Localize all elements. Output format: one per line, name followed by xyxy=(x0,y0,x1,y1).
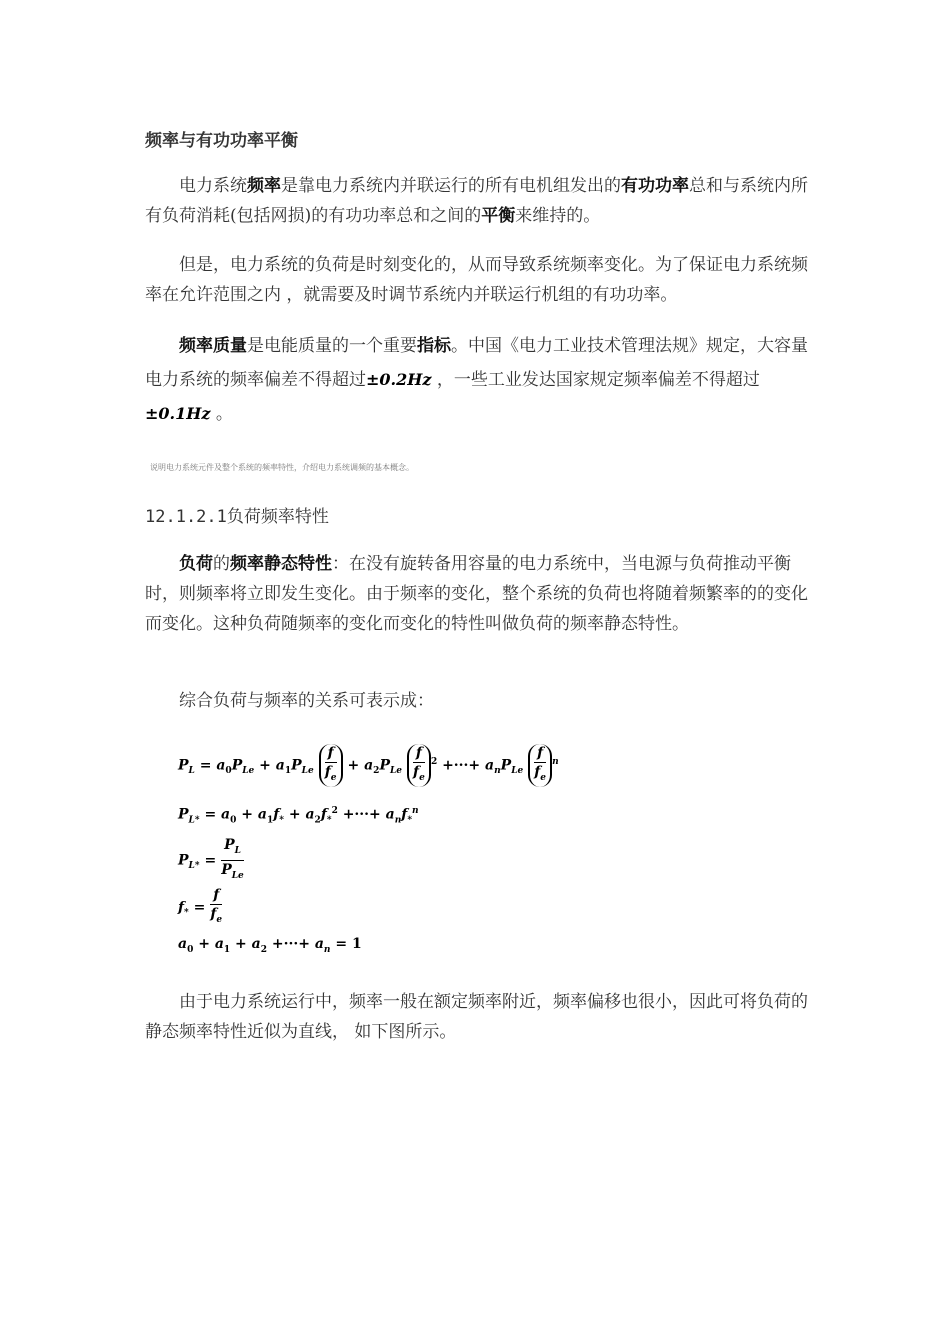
text: 是电能质量的一个重要 xyxy=(247,336,417,356)
equation-per-unit-load: $P_{L*} = a_0 + a_1f_* + a_2f_*^2$ +···+ $a_nf_*^n$ xyxy=(178,806,419,826)
paragraph-frequency-quality xyxy=(145,329,810,431)
equation-per-unit-power: $P_{L*}$ = $\frac{P_L}{P_{Le}}$ xyxy=(178,837,244,881)
equation-coefficient-sum: $a_0 + a_1 + a_2$ +···+ $a_n = 1$ xyxy=(178,936,362,955)
text: ，一些工业发达国家规定频率偏差不得超过 xyxy=(431,370,760,390)
paragraph-linear-approximation: 由于电力系统运行中，频率一般在额定频率附近，频率偏移也很小，因此可将负荷的静态频率特性近似为直线， 如下图所示。 xyxy=(145,992,808,1042)
text: 。中国《电力工业技术管理法规》规定，大容量电力系统的频率偏差不得超过 xyxy=(145,336,808,390)
heading-title: 频率与有功功率平衡 xyxy=(145,131,298,151)
text: 总和与系统内所有负荷消耗(包括网损)的有功功率总和之间的 xyxy=(145,176,808,226)
math-deviation-0-1hz: ±0.1Hz xyxy=(145,404,211,423)
section-title: 负荷频率特性 xyxy=(226,507,329,527)
text: 。 xyxy=(210,404,233,424)
paragraph-relation-intro: 综合负荷与频率的关系可表示成： xyxy=(179,691,434,711)
text: 电力系统 xyxy=(179,176,247,196)
bold-term: 负荷 xyxy=(179,554,213,574)
bold-term: 频率 xyxy=(247,176,281,196)
text: 是靠电力系统内并联运行的所有电机组发出的 xyxy=(281,176,621,196)
section-heading xyxy=(145,502,329,527)
equation-per-unit-frequency: $f_*$ = $\frac{f}{f_e}$ xyxy=(178,887,223,925)
math-deviation-0-2hz: ±0.2Hz xyxy=(366,370,432,389)
bold-term: 指标 xyxy=(417,336,451,356)
bold-term: 频率质量 xyxy=(179,336,247,356)
bold-term: 有功功率 xyxy=(621,176,689,196)
bold-term: 频率静态特性 xyxy=(230,554,332,574)
paragraph-load-variation: 但是，电力系统的负荷是时刻变化的，从而导致系统频率变化。为了保证电力系统频率在允许范围之内 ，就需要及时调节系统内并联运行机组的有功功率。 xyxy=(145,255,808,305)
text: ：在没有旋转备用容量的电力系统中，当电源与负荷推动平衡时，则频率将立即发生变化。由于频率的变化，整个系统的负荷也将随着频繁率的的变化而变化。这种负荷随频率的变化而变化的特性叫做负荷的频率静态特性。 xyxy=(145,554,808,634)
section-number: 12.1.2.1 xyxy=(145,507,227,527)
note-text: 说明电力系统元件及整个系统的频率特性，介绍电力系统调频的基本概念。 xyxy=(150,463,414,472)
paragraph-static-characteristic xyxy=(145,549,810,639)
equation-load-polynomial: $P_L = a_0P_{Le} + a_1P_{Le}$ $\frac{f}{f_e}$ + $a_2P_{Le}$ $\frac{f}{f_e}$ $^2$ +···+ $a_nP_{Le}$ $\frac{f}{f_e}$ $^n$ xyxy=(178,744,559,787)
text: 来维持的。 xyxy=(515,206,601,226)
bold-term: 平衡 xyxy=(481,206,516,226)
paragraph-frequency-definition xyxy=(145,171,810,231)
text: 的 xyxy=(213,554,230,574)
